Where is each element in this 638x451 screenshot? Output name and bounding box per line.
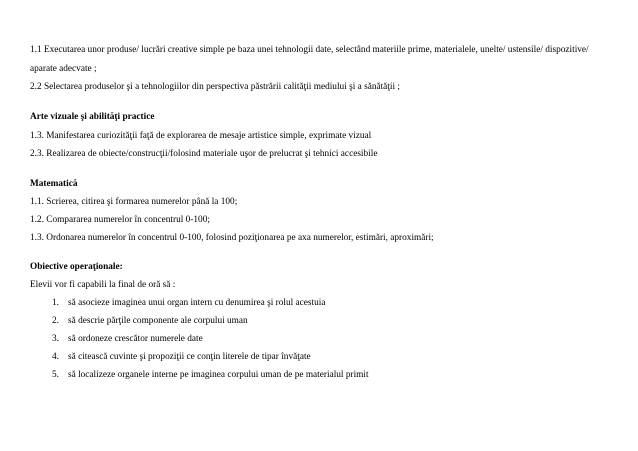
intro-line-1: 1.1 Executarea unor produse/ lucrări creative simple pe baza unei tehnologii date, selectând materiile prime, materialele, unelte/ ustensile/ dispozitive/ bbox=[30, 45, 589, 55]
objective-item-5 bbox=[52, 369, 612, 381]
objective-number: 2. bbox=[52, 316, 59, 326]
math-heading: Matematică bbox=[30, 179, 78, 189]
math-item-1: 1.1. Scrierea, citirea şi formarea numerelor până la 100; bbox=[30, 197, 238, 207]
objective-number: 5. bbox=[52, 370, 59, 380]
objectives-heading: Obiective operaţionale: bbox=[30, 262, 123, 272]
math-item-3: 1.3. Ordonarea numerelor în concentrul 0-100, folosind poziţionarea pe axa numerelor, estimări, aproximări; bbox=[30, 233, 434, 243]
objective-item-4 bbox=[52, 351, 612, 363]
objective-text: să asocieze imaginea unui organ intern cu denumirea şi rolul acestuia bbox=[68, 298, 326, 308]
objectives-intro: Elevii vor fi capabili la final de oră să : bbox=[30, 280, 176, 290]
objective-item-2 bbox=[52, 315, 612, 327]
arts-item-2: 2.3. Realizarea de obiecte/construcţii/folosind materiale uşor de prelucrat şi tehnici accesibile bbox=[30, 149, 378, 159]
objective-item-1 bbox=[52, 297, 612, 309]
intro-line-3: 2.2 Selectarea produselor şi a tehnologiilor din perspectiva păstrării calităţii mediului şi a sănătăţii ; bbox=[30, 82, 400, 92]
objective-text: să citească cuvinte şi propoziţii ce conţin literele de tipar învăţate bbox=[68, 352, 311, 362]
objective-text: să localizeze organele interne pe imaginea corpului uman de pe materialul primit bbox=[68, 370, 369, 380]
objective-number: 3. bbox=[52, 334, 59, 344]
objective-text: să descrie părţile componente ale corpului uman bbox=[68, 316, 248, 326]
objective-item-3 bbox=[52, 333, 612, 345]
objective-number: 1. bbox=[52, 298, 59, 308]
objective-text: să ordoneze crescător numerele date bbox=[68, 334, 203, 344]
math-item-2: 1.2. Compararea numerelor în concentrul 0-100; bbox=[30, 215, 210, 225]
arts-item-1: 1.3. Manifestarea curiozităţii faţă de explorarea de mesaje artistice simple, exprimate vizual bbox=[30, 131, 372, 141]
arts-heading: Arte vizuale şi abilităţi practice bbox=[30, 112, 155, 122]
objective-number: 4. bbox=[52, 352, 59, 362]
intro-line-2: aparate adecvate ; bbox=[30, 64, 97, 74]
